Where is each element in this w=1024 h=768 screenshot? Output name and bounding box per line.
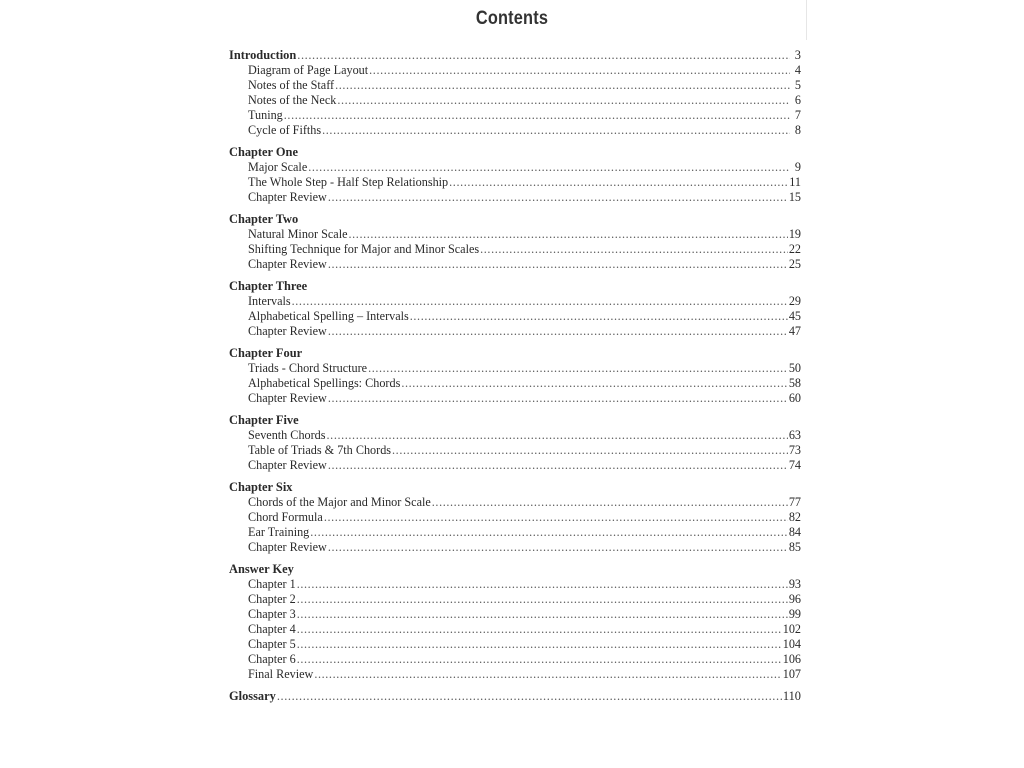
toc-entry-label: Table of Triads & 7th Chords (248, 443, 392, 457)
toc-entry-label: Seventh Chords (248, 428, 326, 442)
toc-entry (229, 540, 801, 555)
toc-entry-label: Chapter 6 (248, 652, 296, 666)
section-heading-label: Chapter Six (229, 480, 293, 494)
toc-entry-label: Triads - Chord Structure (248, 361, 368, 375)
section-heading-label: Answer Key (229, 562, 294, 576)
dot-leader (314, 667, 781, 682)
dot-leader (401, 376, 787, 391)
toc-entry (229, 63, 801, 78)
toc-entry-page-number: 7 (794, 108, 801, 122)
toc-section (229, 480, 801, 555)
toc-entry (229, 324, 801, 339)
toc-entry (229, 637, 801, 652)
toc-entry-label: Diagram of Page Layout (248, 63, 369, 77)
toc-section (229, 279, 801, 339)
toc-entry-label: Chapter Review (248, 391, 327, 405)
dot-leader (368, 361, 788, 376)
dot-leader (324, 510, 788, 525)
dot-leader (328, 458, 788, 473)
toc-entry-label: Notes of the Staff (248, 78, 335, 92)
dot-leader (308, 160, 790, 175)
toc-entry-label: Alphabetical Spellings: Chords (248, 376, 401, 390)
dot-leader (328, 540, 788, 555)
toc-entry-page-number: 5 (794, 78, 801, 92)
toc-section-heading (229, 346, 801, 361)
table-of-contents (229, 48, 801, 711)
toc-entry-page-number: 102 (782, 622, 801, 636)
toc-entry (229, 428, 801, 443)
dot-leader (284, 108, 790, 123)
toc-entry-page-number: 82 (788, 510, 801, 524)
page-title: Contents (475, 8, 549, 29)
toc-section-heading (229, 562, 801, 577)
dot-leader (432, 495, 788, 510)
toc-entry-page-number: 15 (788, 190, 801, 204)
toc-section-heading (229, 145, 801, 160)
toc-entry (229, 622, 801, 637)
toc-entry-label: Chapter Review (248, 324, 327, 338)
toc-entry-page-number: 60 (788, 391, 801, 405)
toc-entry-page-number: 99 (788, 607, 801, 621)
dot-leader (322, 123, 790, 138)
toc-section-heading (229, 212, 801, 227)
dot-leader (328, 257, 788, 272)
toc-section-heading (229, 689, 801, 704)
toc-entry-page-number: 25 (788, 257, 801, 271)
dot-leader (328, 391, 788, 406)
toc-entry-page-number: 77 (788, 495, 801, 509)
section-page-number: 110 (782, 689, 801, 703)
toc-entry-label: Chord Formula (248, 510, 323, 524)
toc-entry-label: Chapter Review (248, 190, 327, 204)
toc-entry (229, 495, 801, 510)
toc-entry-page-number: 107 (782, 667, 801, 681)
toc-entry-label: Notes of the Neck (248, 93, 337, 107)
toc-entry (229, 257, 801, 272)
toc-entry-label: Chapter Review (248, 458, 327, 472)
toc-section-heading (229, 279, 801, 294)
toc-entry (229, 376, 801, 391)
dot-leader (392, 443, 788, 458)
toc-entry-label: Natural Minor Scale (248, 227, 348, 241)
toc-entry-page-number: 9 (794, 160, 801, 174)
toc-entry-page-number: 84 (788, 525, 801, 539)
toc-entry (229, 577, 801, 592)
toc-entry-page-number: 93 (788, 577, 801, 591)
toc-entry-label: Chapter 4 (248, 622, 296, 636)
toc-entry (229, 108, 801, 123)
dot-leader (349, 227, 788, 242)
toc-entry-page-number: 50 (788, 361, 801, 375)
toc-entry-label: Chapter 5 (248, 637, 296, 651)
dot-leader (335, 78, 790, 93)
toc-entry-page-number: 4 (794, 63, 801, 77)
toc-entry (229, 525, 801, 540)
dot-leader (297, 577, 788, 592)
toc-section (229, 212, 801, 272)
toc-entry-page-number: 22 (788, 242, 801, 256)
toc-entry-page-number: 63 (788, 428, 801, 442)
dot-leader (297, 592, 788, 607)
toc-entry-page-number: 8 (794, 123, 801, 137)
toc-entry-page-number: 73 (788, 443, 801, 457)
section-heading-label: Chapter Two (229, 212, 299, 226)
toc-entry-page-number: 45 (788, 309, 801, 323)
toc-section (229, 145, 801, 205)
toc-entry-page-number: 11 (789, 175, 801, 189)
toc-entry-label: Chapter Review (248, 540, 327, 554)
dot-leader (328, 324, 788, 339)
toc-entry-label: Chords of the Major and Minor Scale (248, 495, 431, 509)
dot-leader (369, 63, 790, 78)
toc-entry (229, 592, 801, 607)
toc-section (229, 48, 801, 138)
section-heading-label: Chapter One (229, 145, 298, 159)
toc-entry (229, 190, 801, 205)
dot-leader (328, 190, 788, 205)
toc-entry-label: Chapter 3 (248, 607, 296, 621)
dot-leader (410, 309, 788, 324)
toc-section (229, 346, 801, 406)
toc-entry-label: Final Review (248, 667, 314, 681)
toc-entry (229, 510, 801, 525)
dot-leader (480, 242, 788, 257)
toc-entry-page-number: 19 (788, 227, 801, 241)
toc-entry (229, 667, 801, 682)
toc-entry (229, 652, 801, 667)
dot-leader (277, 689, 782, 704)
toc-entry (229, 227, 801, 242)
toc-entry (229, 123, 801, 138)
toc-entry (229, 361, 801, 376)
toc-section-heading (229, 48, 801, 63)
toc-entry-page-number: 29 (788, 294, 801, 308)
toc-entry (229, 391, 801, 406)
toc-entry-label: The Whole Step - Half Step Relationship (248, 175, 449, 189)
section-page-number: 3 (794, 48, 801, 62)
section-heading-label: Glossary (229, 689, 276, 703)
section-heading-label: Introduction (229, 48, 297, 62)
toc-entry-page-number: 85 (788, 540, 801, 554)
toc-entry-label: Chapter 2 (248, 592, 296, 606)
toc-entry-label: Tuning (248, 108, 283, 122)
dot-leader (292, 294, 788, 309)
toc-section (229, 413, 801, 473)
toc-section (229, 689, 801, 704)
section-heading-label: Chapter Four (229, 346, 303, 360)
toc-entry (229, 309, 801, 324)
toc-entry (229, 443, 801, 458)
toc-entry-label: Major Scale (248, 160, 308, 174)
toc-entry (229, 160, 801, 175)
toc-entry-page-number: 96 (788, 592, 801, 606)
toc-section-heading (229, 413, 801, 428)
toc-entry-label: Alphabetical Spelling – Intervals (248, 309, 409, 323)
toc-entry-page-number: 58 (788, 376, 801, 390)
toc-entry (229, 93, 801, 108)
dot-leader (297, 652, 782, 667)
toc-entry-page-number: 74 (788, 458, 801, 472)
toc-entry (229, 294, 801, 309)
toc-section (229, 562, 801, 682)
dot-leader (297, 48, 790, 63)
dot-leader (297, 607, 788, 622)
toc-entry-label: Chapter Review (248, 257, 327, 271)
toc-entry (229, 458, 801, 473)
toc-entry-page-number: 47 (788, 324, 801, 338)
toc-entry (229, 242, 801, 257)
dot-leader (297, 622, 782, 637)
toc-entry-label: Shifting Technique for Major and Minor Scales (248, 242, 480, 256)
toc-entry-page-number: 6 (794, 93, 801, 107)
section-heading-label: Chapter Five (229, 413, 299, 427)
toc-entry-page-number: 106 (782, 652, 801, 666)
toc-entry (229, 175, 801, 190)
toc-entry-page-number: 104 (782, 637, 801, 651)
toc-section-heading (229, 480, 801, 495)
toc-entry-label: Ear Training (248, 525, 310, 539)
toc-entry-label: Intervals (248, 294, 291, 308)
toc-entry (229, 78, 801, 93)
toc-entry-label: Cycle of Fifths (248, 123, 322, 137)
dot-leader (297, 637, 782, 652)
section-heading-label: Chapter Three (229, 279, 308, 293)
toc-entry-label: Chapter 1 (248, 577, 296, 591)
dot-leader (449, 175, 788, 190)
toc-entry (229, 607, 801, 622)
dot-leader (310, 525, 788, 540)
dot-leader (337, 93, 790, 108)
dot-leader (327, 428, 788, 443)
